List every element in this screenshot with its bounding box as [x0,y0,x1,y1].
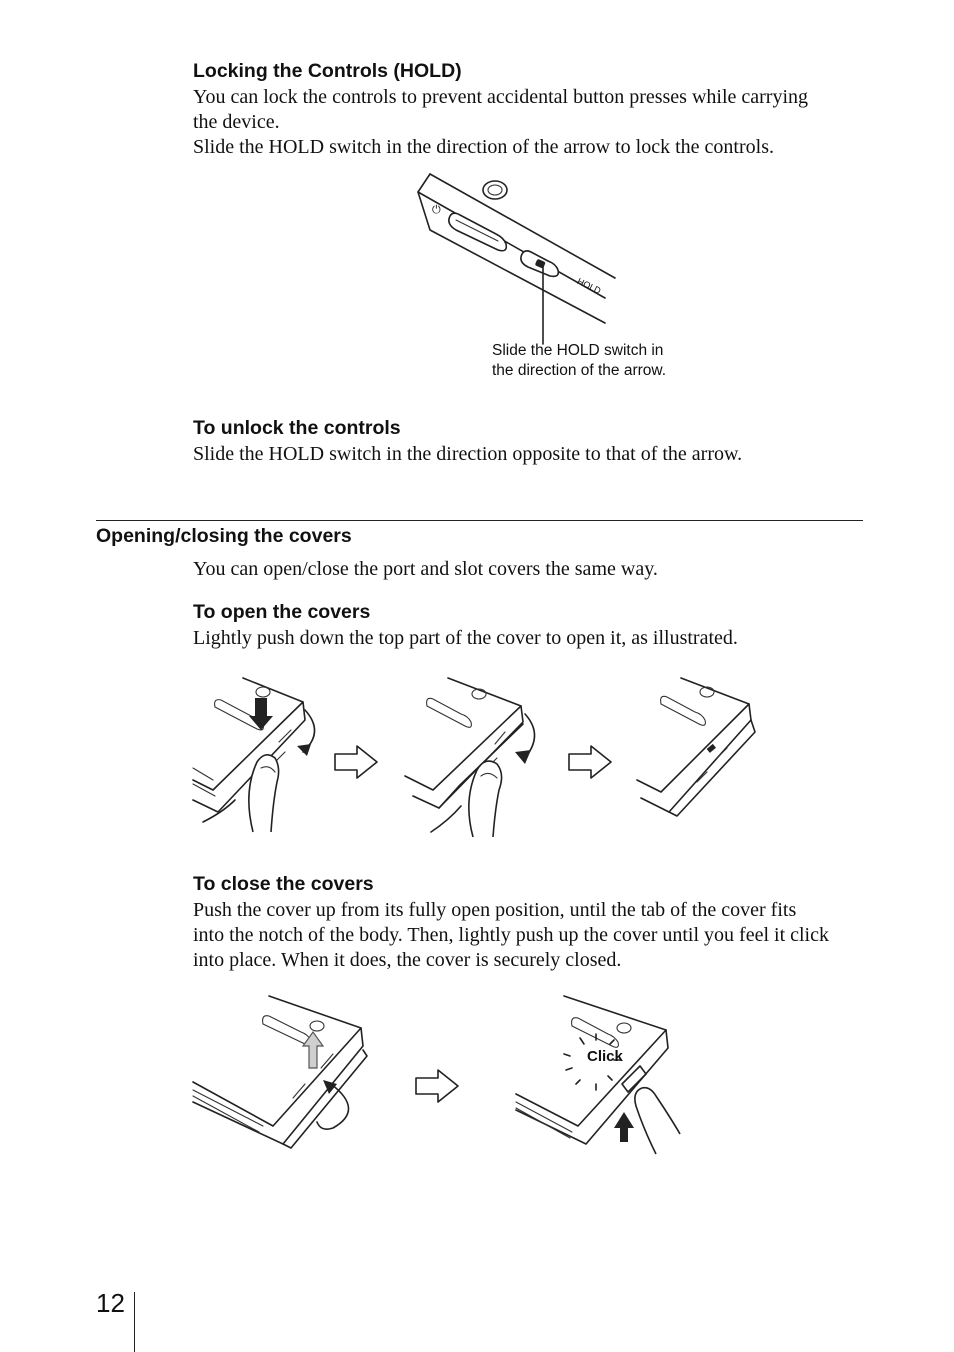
hold-heading: Locking the Controls (HOLD) [193,60,462,82]
hold-text-line-1: You can lock the controls to prevent accidental button presses while carrying [193,86,809,108]
close-heading: To close the covers [193,873,374,895]
hold-text-line-3: Slide the HOLD switch in the direction of the arrow to lock the controls. [193,136,774,158]
unlock-text: Slide the HOLD switch in the direction opposite to that of the arrow. [193,443,743,465]
close-step-1-illustration [193,994,368,1154]
hold-switch-illustration [400,168,620,333]
open-text: Lightly push down the top part of the cover to open it, as illustrated. [193,627,738,649]
hold-caption-line-1: Slide the HOLD switch in [492,342,664,359]
unlock-heading: To unlock the controls [193,417,401,439]
hold-switch-label: HOLD [575,276,603,296]
covers-heading: Opening/closing the covers [96,525,352,547]
close-text-line-1: Push the cover up from its fully open position, until the tab of the cover fits [193,899,797,921]
arrow-right-icon [333,744,379,780]
close-step-2-illustration [516,994,686,1156]
close-text-line-2: into the notch of the body. Then, lightly push up the cover until you feel it click [193,924,829,946]
arrow-right-icon [567,744,613,780]
close-text-line-3: into place. When it does, the cover is securely closed. [193,949,622,971]
open-step-2-illustration [403,672,553,837]
page-number-divider [134,1292,135,1352]
section-divider [96,520,863,521]
click-label: Click [587,1048,623,1065]
hold-caption-line-2: the direction of the arrow. [492,362,667,379]
page-number: 12 [96,1288,125,1318]
covers-intro: You can open/close the port and slot covers the same way. [193,558,658,580]
power-icon: ⏻ [432,203,441,216]
arrow-right-icon [414,1068,460,1104]
open-step-3-illustration [637,672,759,820]
hold-text-line-2: the device. [193,111,280,133]
open-step-1-illustration [193,672,333,832]
open-heading: To open the covers [193,601,371,623]
